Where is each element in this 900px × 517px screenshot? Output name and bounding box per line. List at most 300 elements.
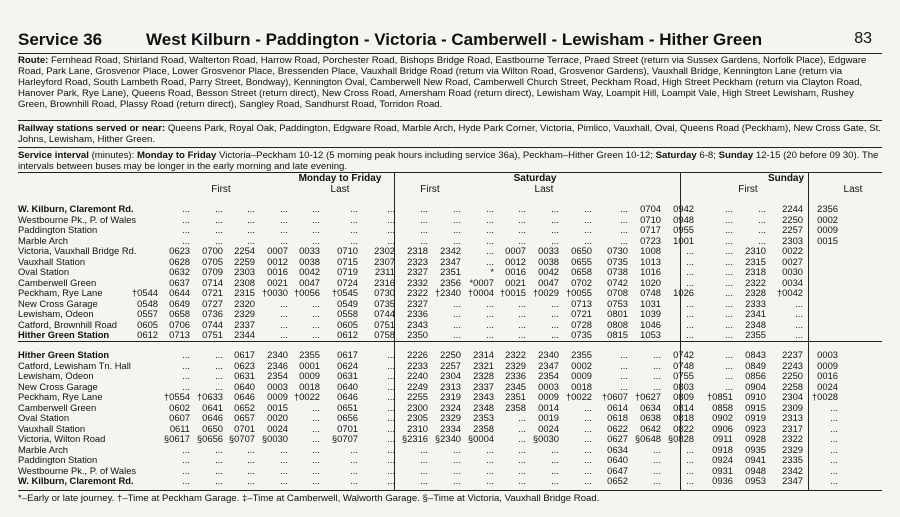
time-cell: 0941 bbox=[745, 454, 766, 465]
time-cell: ... bbox=[280, 318, 288, 330]
time-cell: ... bbox=[758, 203, 766, 214]
time-cell: 2250 bbox=[782, 213, 803, 225]
stop-name: Lewisham, Odeon bbox=[18, 308, 94, 319]
time-cell: 0012 bbox=[505, 255, 526, 267]
time-cell: ... bbox=[312, 318, 320, 330]
time-cell: 2322 bbox=[745, 276, 766, 288]
time-cell: 2303 bbox=[234, 266, 255, 277]
time-cell: ... bbox=[830, 475, 838, 486]
time-cell: 0649 bbox=[169, 297, 190, 309]
time-cell: 0936 bbox=[712, 475, 733, 486]
time-cell: 2351 bbox=[505, 391, 526, 402]
time-cell: 1013 bbox=[640, 255, 661, 267]
time-cell: ... bbox=[584, 203, 592, 214]
time-cell: 2354 bbox=[538, 370, 559, 381]
stop-name: Vauxhall Station bbox=[18, 422, 86, 434]
time-cell: 1020 bbox=[640, 276, 661, 288]
time-cell: 0849 bbox=[745, 359, 766, 371]
time-cell: ... bbox=[350, 213, 358, 225]
time-cell: ... bbox=[551, 329, 559, 340]
time-cell: §0617 bbox=[163, 433, 190, 444]
stop-name: Oval Station bbox=[18, 412, 70, 423]
route-body: Fernhead Road, Shirland Road, Walterton Road, Harrow Road, Porchester Road, Bishops Bridge Road, Eastbourne Terrace, Praed Street (return via Sussex Gardens, Norfolk Place), Edgware Road, Park Lane, Grosvenor Place, Lower Grosvenor Place, Bressenden Place, Vauxhall Bridge Road (return via Wilton Road, Grosvenor Gardens), Vauxhall Bridge, Kennington Lane (return via Harleyford Road, South Lambeth Road, Parry Street, Bondway), Kennington Oval, Camberwell New Road, Camberwell Church Street, Peckham Road, High Street Peckham (return via Clayton Road, Hanover Park, Rye Lane), Queens Road, Besson Street (return direct), New Cross Road, Amersham Road (return direct), Lewisham Way, Loampit Hill, Loampit Vale, High Street Lewisham, Rushey Green, Brownhill Road, Plassy Road (return direct), Sangley Road, Sandhurst Road, Torridon Road. bbox=[18, 55, 867, 110]
time-cell: 0928 bbox=[745, 433, 766, 444]
time-cell: ... bbox=[182, 213, 190, 225]
time-cell: ... bbox=[312, 224, 320, 235]
time-cell: ... bbox=[653, 443, 661, 455]
time-cell: 2255 bbox=[407, 391, 428, 402]
time-cell: 0652 bbox=[234, 401, 255, 413]
time-cell: ... bbox=[725, 370, 733, 381]
time-cell: ... bbox=[453, 224, 461, 235]
time-cell: ... bbox=[686, 297, 694, 309]
time-cell: ... bbox=[518, 213, 526, 225]
time-cell: 1001 bbox=[673, 234, 694, 246]
time-cell: 0751 bbox=[202, 329, 223, 340]
time-cell: ... bbox=[420, 443, 428, 455]
time-cell: 0710 bbox=[640, 213, 661, 225]
time-cell: 2318 bbox=[745, 266, 766, 277]
time-cell: 0701 bbox=[337, 422, 358, 434]
time-cell: ... bbox=[215, 359, 223, 371]
time-cell: §0707 bbox=[228, 433, 255, 444]
time-cell: 0634 bbox=[640, 401, 661, 413]
time-cell: 0758 bbox=[374, 329, 395, 340]
time-cell: ... bbox=[486, 475, 494, 486]
time-cell: ... bbox=[795, 329, 803, 340]
time-cell: ... bbox=[182, 234, 190, 246]
time-cell: 0024 bbox=[538, 422, 559, 434]
time-cell: 0033 bbox=[299, 245, 320, 256]
stop-name: W. Kilburn, Claremont Rd. bbox=[18, 475, 134, 486]
time-cell: ... bbox=[584, 224, 592, 235]
time-cell: 2345 bbox=[505, 380, 526, 392]
time-cell: 0948 bbox=[673, 213, 694, 225]
time-cell: 0631 bbox=[234, 370, 255, 381]
time-cell: ... bbox=[486, 224, 494, 235]
time-cell: 0016 bbox=[817, 370, 838, 381]
time-cell: 0738 bbox=[607, 266, 628, 277]
time-cell: 0047 bbox=[538, 276, 559, 288]
stop-name: Westbourne Pk., P. of Wales bbox=[18, 464, 137, 476]
time-cell: ... bbox=[215, 213, 223, 225]
interval-sat-body: 6-8; bbox=[699, 150, 716, 161]
time-cell: 0009 bbox=[817, 224, 838, 235]
time-cell: ... bbox=[620, 203, 628, 214]
time-cell: ... bbox=[350, 234, 358, 246]
time-cell: 2257 bbox=[782, 224, 803, 235]
time-cell: ... bbox=[280, 234, 288, 246]
time-cell: ... bbox=[247, 203, 255, 214]
time-cell: ... bbox=[182, 464, 190, 476]
time-cell: ... bbox=[280, 297, 288, 309]
time-cell: 0710 bbox=[337, 245, 358, 256]
time-cell: 0856 bbox=[745, 370, 766, 381]
time-cell: ... bbox=[758, 234, 766, 246]
time-cell: 2310 bbox=[407, 422, 428, 434]
time-cell: †0030 bbox=[261, 287, 288, 298]
time-cell: ... bbox=[518, 308, 526, 319]
time-cell: 0016 bbox=[505, 266, 526, 277]
time-cell: ... bbox=[215, 443, 223, 455]
time-cell: ... bbox=[486, 297, 494, 309]
outbound-row bbox=[18, 246, 882, 257]
time-cell: 2328 bbox=[473, 370, 494, 381]
stop-name: Victoria, Vauxhall Bridge Rd. bbox=[18, 245, 137, 256]
time-cell: ... bbox=[312, 308, 320, 319]
stop-name: Camberwell Green bbox=[18, 276, 97, 288]
time-cell: 0634 bbox=[607, 443, 628, 455]
time-cell: ... bbox=[215, 349, 223, 360]
time-cell: ... bbox=[518, 297, 526, 309]
outbound-row bbox=[18, 225, 882, 236]
time-cell: §2340 bbox=[434, 433, 461, 444]
time-cell: 0024 bbox=[817, 380, 838, 392]
time-cell: ... bbox=[830, 433, 838, 444]
time-cell: †0055 bbox=[565, 287, 592, 298]
time-cell: ... bbox=[350, 475, 358, 486]
stop-name: Catford, Lewisham Tn. Hall bbox=[18, 359, 131, 371]
time-cell: 2258 bbox=[782, 380, 803, 392]
time-cell: 0632 bbox=[169, 266, 190, 277]
time-cell: 2244 bbox=[782, 203, 803, 214]
time-cell: 2336 bbox=[407, 308, 428, 319]
time-cell: 0637 bbox=[169, 276, 190, 288]
time-cell: ... bbox=[387, 349, 395, 360]
time-cell: ... bbox=[280, 224, 288, 235]
time-cell: ... bbox=[182, 359, 190, 371]
time-cell: ... bbox=[725, 329, 733, 340]
time-cell: 2327 bbox=[407, 266, 428, 277]
time-cell: ... bbox=[215, 454, 223, 465]
time-cell: ... bbox=[686, 318, 694, 330]
time-cell: 2327 bbox=[407, 297, 428, 309]
time-cell: ... bbox=[280, 443, 288, 455]
time-cell: 0655 bbox=[571, 255, 592, 267]
railway-label: Railway stations served or near: bbox=[18, 123, 166, 134]
time-cell: 2310 bbox=[745, 245, 766, 256]
time-cell: 2320 bbox=[234, 297, 255, 309]
time-cell: ... bbox=[280, 213, 288, 225]
time-cell: ... bbox=[551, 224, 559, 235]
time-cell: ... bbox=[486, 234, 494, 246]
time-cell: ... bbox=[620, 380, 628, 392]
time-cell: 2344 bbox=[234, 329, 255, 340]
time-cell: ... bbox=[584, 213, 592, 225]
time-cell: ... bbox=[387, 213, 395, 225]
time-cell: ... bbox=[518, 422, 526, 434]
time-cell: †0022 bbox=[293, 391, 320, 402]
time-cell: 2322 bbox=[782, 433, 803, 444]
time-cell: 2321 bbox=[473, 359, 494, 371]
time-cell: 0714 bbox=[202, 276, 223, 288]
time-cell: 0705 bbox=[202, 255, 223, 267]
time-cell: †0022 bbox=[565, 391, 592, 402]
time-cell: ... bbox=[387, 370, 395, 381]
time-cell: ... bbox=[686, 276, 694, 288]
stop-name: Oval Station bbox=[18, 266, 70, 277]
time-cell: 0003 bbox=[267, 380, 288, 392]
direction-rule bbox=[18, 341, 882, 342]
time-cell: ... bbox=[584, 433, 592, 444]
time-cell: §2316 bbox=[401, 433, 428, 444]
time-cell: 0628 bbox=[169, 255, 190, 267]
time-cell: 0646 bbox=[202, 412, 223, 423]
time-cell: ... bbox=[725, 224, 733, 235]
time-cell: ... bbox=[725, 234, 733, 246]
time-cell: ... bbox=[387, 454, 395, 465]
time-cell: 0858 bbox=[712, 401, 733, 413]
time-cell: 0801 bbox=[607, 308, 628, 319]
time-cell: ... bbox=[584, 454, 592, 465]
time-cell: 0627 bbox=[607, 433, 628, 444]
time-cell: 0924 bbox=[712, 454, 733, 465]
time-cell: 0935 bbox=[745, 443, 766, 455]
time-cell: 2358 bbox=[505, 401, 526, 413]
time-cell: †0627 bbox=[634, 391, 661, 402]
time-cell: 2336 bbox=[505, 370, 526, 381]
service-number: Service 36 bbox=[18, 30, 103, 49]
interval-sun-body: 12-15 (20 before 09 30). The intervals between buses may be longer in the early morning and late evening. bbox=[18, 150, 879, 172]
time-cell: 0646 bbox=[234, 391, 255, 402]
route-description bbox=[18, 55, 882, 110]
time-cell: 0617 bbox=[234, 349, 255, 360]
time-cell: ... bbox=[653, 454, 661, 465]
time-cell: ... bbox=[584, 422, 592, 434]
time-cell: 0016 bbox=[267, 266, 288, 277]
time-cell: 2353 bbox=[473, 412, 494, 423]
time-cell: 0728 bbox=[571, 318, 592, 330]
route-rule bbox=[18, 120, 882, 121]
time-cell: ... bbox=[215, 464, 223, 476]
time-cell: 2303 bbox=[782, 234, 803, 246]
time-cell: ... bbox=[686, 475, 694, 486]
time-cell: 0704 bbox=[640, 203, 661, 214]
time-cell: 0631 bbox=[337, 370, 358, 381]
route-title: West Kilburn - Paddington - Victoria - Camberwell - Lewisham - Hither Green bbox=[146, 30, 763, 49]
time-cell: ... bbox=[312, 329, 320, 340]
time-cell: 2329 bbox=[782, 443, 803, 455]
time-cell: 2356 bbox=[440, 276, 461, 288]
time-cell: ... bbox=[387, 359, 395, 371]
time-cell: ... bbox=[686, 266, 694, 277]
time-cell: 2347 bbox=[440, 255, 461, 267]
time-cell: 0742 bbox=[607, 276, 628, 288]
time-cell: 0742 bbox=[673, 349, 694, 360]
inbound-row bbox=[18, 392, 882, 403]
time-cell: ... bbox=[312, 401, 320, 413]
time-cell: ... bbox=[312, 412, 320, 423]
time-cell: ... bbox=[653, 370, 661, 381]
service-interval bbox=[18, 150, 882, 172]
time-cell: ... bbox=[725, 297, 733, 309]
time-cell: ... bbox=[280, 203, 288, 214]
time-cell: 0020 bbox=[267, 412, 288, 423]
time-cell: 0818 bbox=[673, 412, 694, 423]
time-cell: 0009 bbox=[299, 370, 320, 381]
time-cell: 0735 bbox=[607, 255, 628, 267]
sat-first-header: First bbox=[420, 184, 440, 195]
time-cell: 0614 bbox=[607, 401, 628, 413]
time-cell: ... bbox=[518, 224, 526, 235]
time-cell: 2311 bbox=[374, 266, 395, 277]
time-cell: ... bbox=[387, 224, 395, 235]
time-cell: 0030 bbox=[782, 266, 803, 277]
time-cell: ... bbox=[725, 213, 733, 225]
time-cell: §0656 bbox=[196, 433, 223, 444]
time-cell: ... bbox=[584, 464, 592, 476]
time-cell: 1008 bbox=[640, 245, 661, 256]
time-cell: 0624 bbox=[337, 359, 358, 371]
time-cell: ... bbox=[453, 443, 461, 455]
time-cell: §0828 bbox=[667, 433, 694, 444]
time-cell: 2304 bbox=[782, 391, 803, 402]
time-cell: 0015 bbox=[267, 401, 288, 413]
time-cell: ... bbox=[620, 224, 628, 235]
time-cell: ... bbox=[247, 224, 255, 235]
time-cell: ... bbox=[453, 454, 461, 465]
time-cell: 0650 bbox=[202, 422, 223, 434]
time-cell: 0042 bbox=[538, 266, 559, 277]
time-cell: 2323 bbox=[407, 255, 428, 267]
time-cell: ... bbox=[453, 329, 461, 340]
time-cell: ... bbox=[247, 443, 255, 455]
time-cell: 2329 bbox=[505, 359, 526, 371]
time-cell: ... bbox=[830, 464, 838, 476]
time-cell: 0042 bbox=[299, 266, 320, 277]
time-cell: 2316 bbox=[374, 276, 395, 288]
time-cell: 2257 bbox=[440, 359, 461, 371]
time-cell: ... bbox=[350, 203, 358, 214]
time-cell: ... bbox=[584, 475, 592, 486]
time-cell: 0623 bbox=[169, 245, 190, 256]
time-cell: ... bbox=[686, 329, 694, 340]
time-cell: 2351 bbox=[440, 266, 461, 277]
time-cell: ... bbox=[280, 464, 288, 476]
time-cell: 0724 bbox=[337, 276, 358, 288]
time-cell: ... bbox=[486, 464, 494, 476]
time-cell: ... bbox=[387, 443, 395, 455]
time-cell: ... bbox=[551, 443, 559, 455]
time-cell: 0548 bbox=[137, 297, 158, 309]
time-cell: ... bbox=[312, 475, 320, 486]
time-cell: 0744 bbox=[202, 318, 223, 330]
time-cell: 0721 bbox=[571, 308, 592, 319]
time-cell: 0640 bbox=[607, 454, 628, 465]
time-cell: 0955 bbox=[673, 224, 694, 235]
time-cell: ... bbox=[453, 213, 461, 225]
time-cell: ... bbox=[453, 318, 461, 330]
stop-name: Vauxhall Station bbox=[18, 255, 86, 267]
time-cell: 0748 bbox=[673, 359, 694, 371]
time-cell: ... bbox=[215, 380, 223, 392]
time-cell: ... bbox=[518, 475, 526, 486]
time-cell: 0641 bbox=[202, 401, 223, 413]
time-cell: 2317 bbox=[782, 422, 803, 434]
header-saturday: Saturday bbox=[513, 173, 557, 184]
time-cell: ... bbox=[182, 454, 190, 465]
time-cell: 2309 bbox=[782, 401, 803, 413]
time-cell: ... bbox=[182, 349, 190, 360]
time-cell: 1053 bbox=[640, 329, 661, 340]
time-cell: ... bbox=[584, 412, 592, 423]
time-cell: 0814 bbox=[673, 401, 694, 413]
outbound-row bbox=[18, 215, 882, 226]
time-cell: 0014 bbox=[538, 401, 559, 413]
time-cell: †0056 bbox=[293, 287, 320, 298]
time-cell: ... bbox=[758, 213, 766, 225]
time-cell: ... bbox=[551, 203, 559, 214]
time-cell: 0656 bbox=[337, 412, 358, 423]
time-cell: 2329 bbox=[440, 412, 461, 423]
time-cell: ... bbox=[518, 464, 526, 476]
time-cell: 0622 bbox=[607, 422, 628, 434]
footnote: *–Early or late journey. †–Time at Peckham Garage. ‡–Time at Camberwell, Walworth Garage. §–Time at Victoria, Vauxhall Bridge Road. bbox=[18, 493, 600, 504]
time-cell: 2347 bbox=[538, 359, 559, 371]
time-cell: 2250 bbox=[782, 370, 803, 381]
time-cell: 2335 bbox=[782, 454, 803, 465]
time-cell: 2302 bbox=[374, 245, 395, 256]
time-cell: 0018 bbox=[571, 380, 592, 392]
time-cell: 0904 bbox=[745, 380, 766, 392]
time-cell: ... bbox=[518, 412, 526, 423]
page-header bbox=[18, 30, 882, 52]
time-cell: ... bbox=[686, 255, 694, 267]
stop-name: Catford, Brownhill Road bbox=[18, 318, 118, 330]
time-cell: ... bbox=[795, 318, 803, 330]
interval-sat-label: Saturday bbox=[655, 150, 697, 161]
time-cell: ... bbox=[215, 475, 223, 486]
time-cell: 0611 bbox=[169, 422, 190, 434]
time-cell: 0618 bbox=[607, 412, 628, 423]
time-cell: 0640 bbox=[337, 380, 358, 392]
time-cell: ... bbox=[453, 464, 461, 476]
time-cell: ... bbox=[518, 318, 526, 330]
time-cell: ... bbox=[830, 422, 838, 434]
inbound-row bbox=[18, 371, 882, 382]
time-cell: 0658 bbox=[169, 308, 190, 319]
time-cell: ... bbox=[247, 454, 255, 465]
time-cell: 2350 bbox=[407, 329, 428, 340]
time-cell: ... bbox=[725, 359, 733, 371]
time-cell: ... bbox=[725, 266, 733, 277]
time-cell: †0545 bbox=[331, 287, 358, 298]
time-cell: ... bbox=[686, 443, 694, 455]
time-cell: 0009 bbox=[817, 359, 838, 371]
time-cell: 0003 bbox=[538, 380, 559, 392]
time-cell: ... bbox=[486, 245, 494, 256]
time-cell: ... bbox=[215, 370, 223, 381]
time-cell: ... bbox=[387, 401, 395, 413]
time-cell: 2348 bbox=[745, 318, 766, 330]
time-cell: 0658 bbox=[571, 266, 592, 277]
time-cell: 0723 bbox=[640, 234, 661, 246]
time-cell: ... bbox=[453, 475, 461, 486]
time-cell: ... bbox=[420, 224, 428, 235]
time-cell: ... bbox=[350, 443, 358, 455]
time-cell: ... bbox=[486, 213, 494, 225]
time-cell: ... bbox=[653, 349, 661, 360]
railway-body: Queens Park, Royal Oak, Paddington, Edgware Road, Marble Arch, Hyde Park Corner, Victoria, Pimlico, Vauxhall, Oval, Queens Road (Peckham), New Cross Gate, St. Johns, Lewisham, Hither Green. bbox=[18, 123, 881, 145]
time-cell: 0024 bbox=[267, 422, 288, 434]
time-cell: 0906 bbox=[712, 422, 733, 434]
time-cell: 0748 bbox=[640, 287, 661, 298]
time-cell: 0650 bbox=[571, 245, 592, 256]
time-cell: ... bbox=[486, 443, 494, 455]
inbound-row bbox=[18, 455, 882, 466]
time-cell: 0953 bbox=[745, 475, 766, 486]
time-cell: ... bbox=[247, 464, 255, 476]
